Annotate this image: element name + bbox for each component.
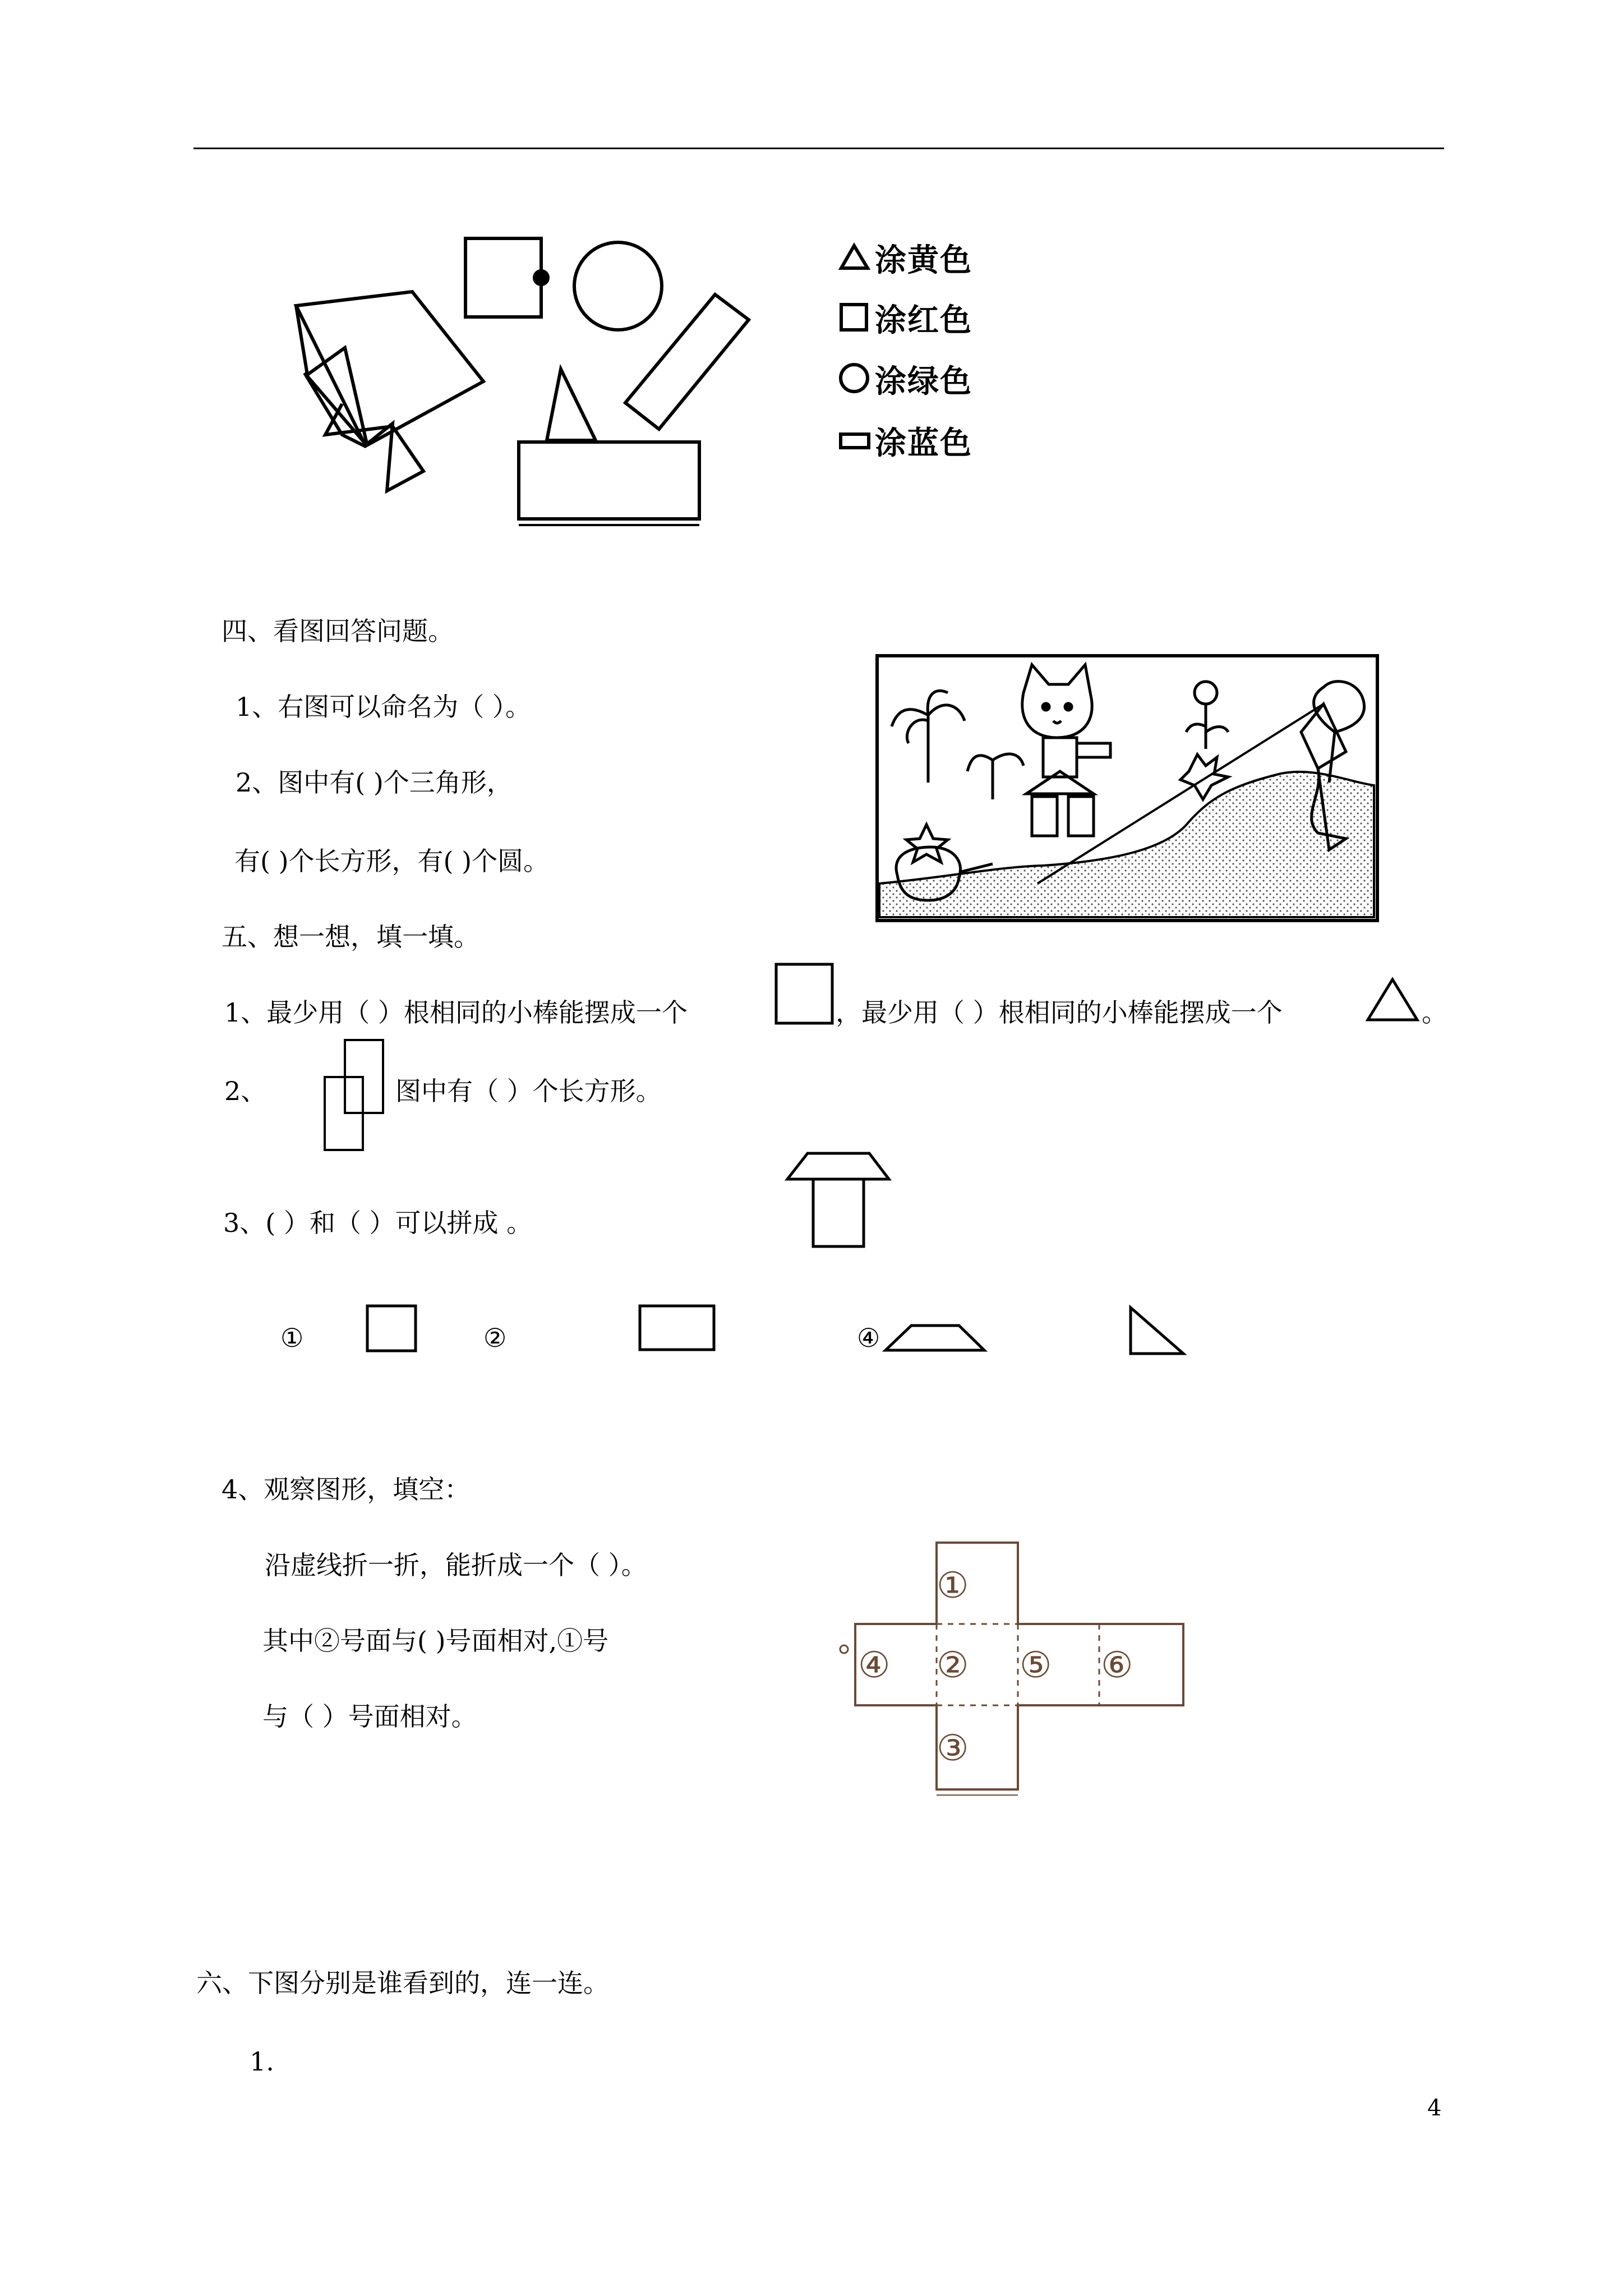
net-face-1: ① (937, 1565, 969, 1607)
cat-legs (1032, 797, 1057, 836)
coloring-triangle (547, 369, 596, 440)
coloring-rotated-rectangle (625, 295, 749, 429)
triangle-icon (1366, 976, 1422, 1024)
section4-q1: 1、右图可以命名为（ ）。 (236, 692, 531, 722)
coloring-base-rectangle (519, 442, 699, 519)
section5-q1a: 1、最少用（ ）根相同的小棒能摆成一个 (224, 997, 688, 1028)
leaf (1181, 754, 1228, 799)
net-face-4: ④ (858, 1645, 891, 1686)
legend-label: 涂黄色 (875, 242, 972, 279)
cat-picture (875, 654, 1380, 923)
tree-mid (967, 754, 1023, 799)
coloring-dot (534, 271, 548, 284)
section5-q4-line3: 与（ ）号面相对。 (262, 1701, 477, 1732)
section6-title: 六、下图分别是谁看到的，连一连。 (196, 1968, 609, 1998)
ground-area (879, 772, 1374, 917)
section5-q2-text: 图中有（ ）个长方形。 (395, 1076, 662, 1106)
option-4-label: ④ (857, 1323, 880, 1353)
option-triangle (1127, 1304, 1189, 1358)
coloring-square (465, 238, 541, 317)
option-2-rectangle (638, 1304, 717, 1355)
section5-q1b: ，最少用（ ）根相同的小棒能摆成一个 (836, 997, 1283, 1028)
option-4-trapezoid (883, 1321, 990, 1355)
triangle-icon (841, 246, 868, 268)
overlapping-rectangles (322, 1038, 390, 1156)
legend-label: 涂绿色 (875, 364, 972, 400)
net-face-5: ⑤ (1020, 1645, 1052, 1686)
section4-q2: 2、图中有( )个三角形， (236, 767, 513, 798)
section4-q2b: 有( )个长方形，有( )个圆。 (234, 846, 550, 876)
net-face-6: ⑥ (1101, 1645, 1133, 1686)
square-icon (841, 305, 866, 330)
tree-left (892, 691, 965, 783)
coloring-triangle-fan (296, 306, 423, 491)
section5-q4-line2: 其中②号面与( )号面相对,①号 (262, 1626, 609, 1656)
combined-shape (785, 1150, 892, 1251)
option-1-square (366, 1304, 419, 1355)
rectangle-icon (841, 434, 869, 448)
page-number: 4 (1427, 2095, 1442, 2121)
section4-title: 四、看图回答问题。 (222, 616, 454, 646)
coloring-circle (574, 242, 662, 330)
star (906, 825, 948, 862)
section5-q1c: 。 (1422, 997, 1447, 1028)
section6-item-1: 1. (250, 2046, 274, 2077)
coloring-figure (0, 0, 1623, 561)
net-face-3: ③ (937, 1728, 969, 1769)
legend-label: 涂蓝色 (875, 425, 972, 462)
legend-label: 涂红色 (875, 302, 972, 339)
section5-q4-line1: 沿虚线折一折，能折成一个（ ）。 (265, 1550, 647, 1580)
section5-q3: 3、( ）和（ ）可以拼成 。 (223, 1208, 533, 1238)
option-1-label: ① (280, 1323, 304, 1353)
option-2-label: ② (483, 1323, 507, 1353)
section5-q2-number: 2、 (224, 1076, 267, 1106)
section5-title: 五、想一想，填一填。 (222, 922, 479, 952)
net-face-2: ② (937, 1645, 969, 1686)
square-icon (774, 962, 836, 1027)
cat-skirt (1026, 771, 1094, 794)
cat-head (1022, 665, 1092, 738)
coloring-big-square (296, 292, 483, 446)
circle-icon (841, 365, 868, 392)
flower (1195, 682, 1217, 704)
section5-q4-title: 4、观察图形，填空： (222, 1474, 471, 1504)
